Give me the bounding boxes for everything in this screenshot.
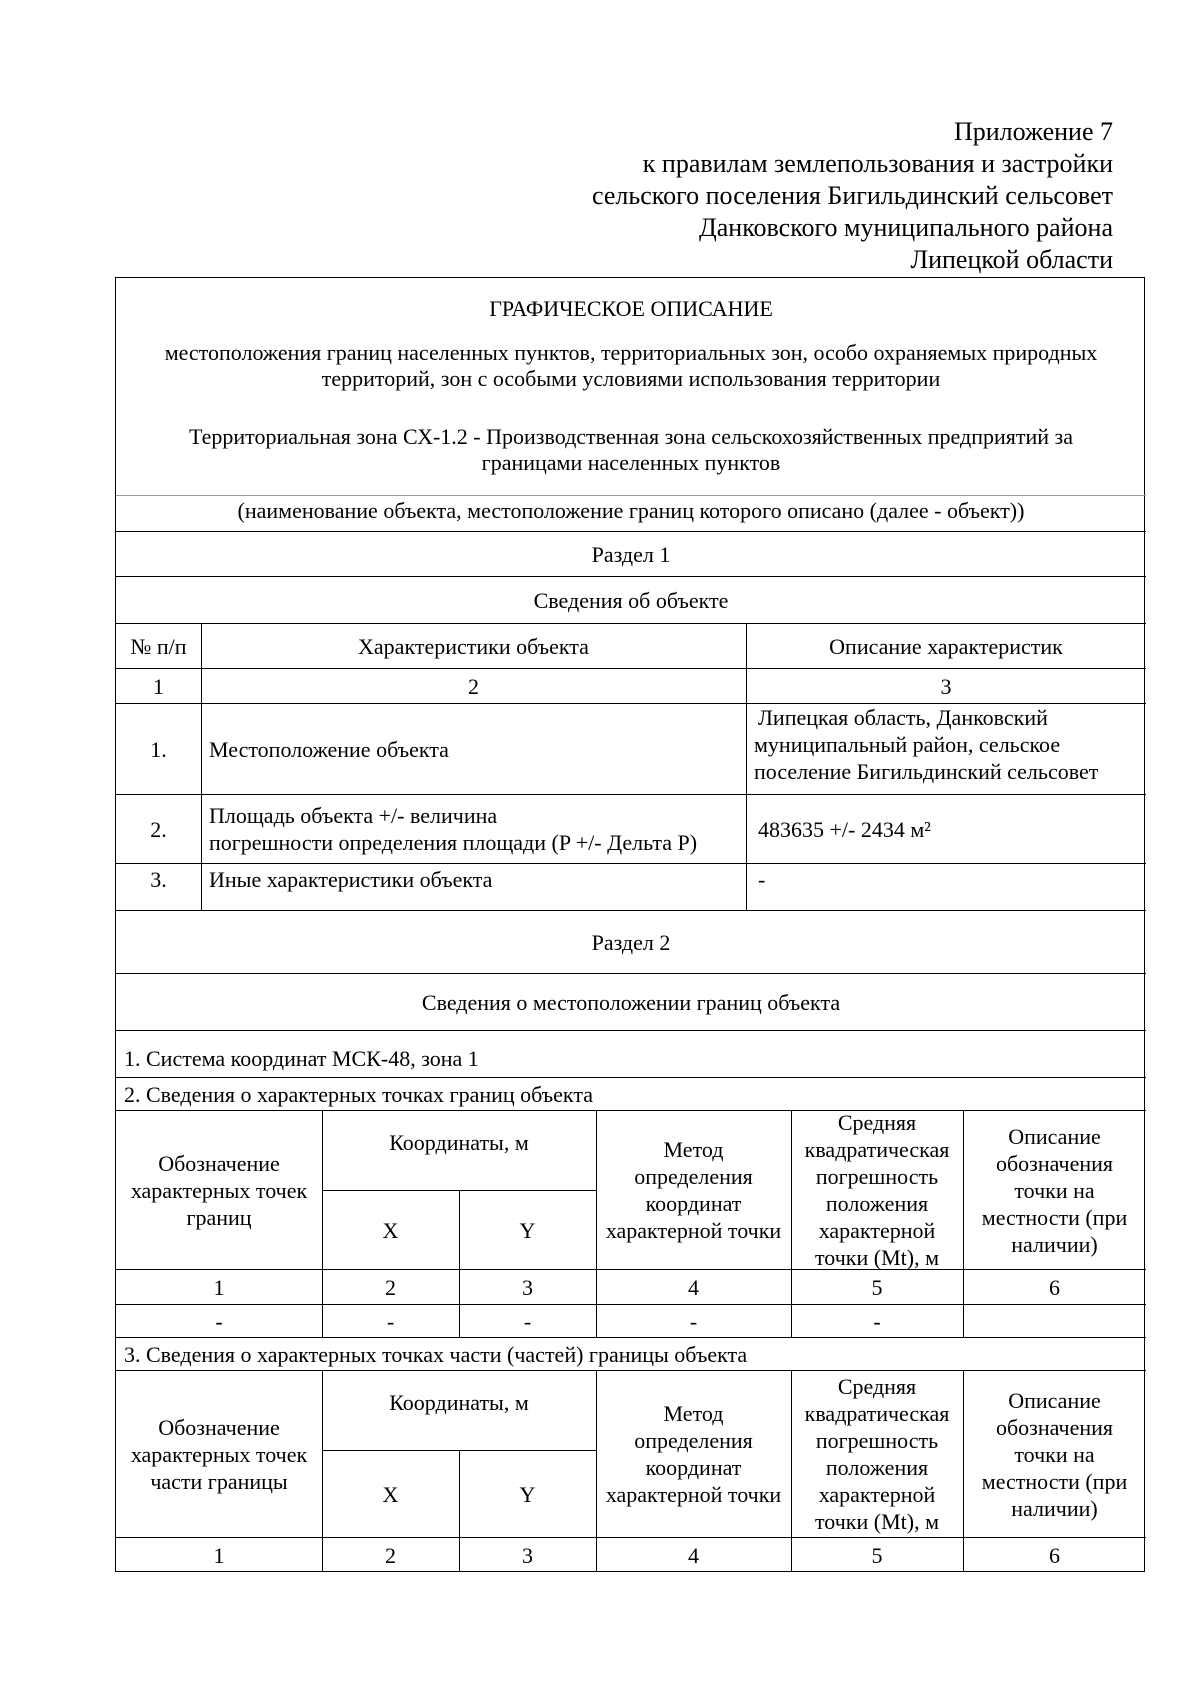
header-line: Описание — [1008, 1387, 1101, 1413]
object-name-note: (наименование объекта, местоположение границ которого описано (далее - объект)) — [237, 498, 1025, 523]
header-line: определения — [634, 1428, 753, 1453]
header-line: характерной — [818, 1218, 936, 1243]
data-cell: - — [386, 1308, 395, 1334]
data-cell: - — [689, 1308, 698, 1334]
data-cell: - — [523, 1308, 532, 1334]
subtitle-line-1: местоположения границ населенных пунктов, территориальных зон, особо охраняемых природных — [164, 340, 1098, 365]
header-line: обозначения — [995, 1150, 1114, 1176]
col-number: 2 — [468, 673, 479, 699]
header-line: погрешность — [815, 1164, 939, 1189]
area-label-line-1: Площадь объекта +/- величина — [209, 803, 498, 828]
point-designation-header — [116, 1111, 322, 1269]
header-line: погрешность — [815, 1428, 939, 1453]
header-line: определения — [634, 1164, 753, 1189]
zone-name-line-1: Территориальная зона СХ-1.2 - Производственная зона сельскохозяйственных предприятий за — [189, 424, 1073, 449]
col-number: 3 — [940, 673, 952, 699]
location-line-3: поселение Бигильдинский сельсовет — [754, 759, 1099, 784]
col-number: 2 — [385, 1542, 396, 1568]
row-number: 2. — [150, 816, 167, 842]
col-number: 3 — [522, 1274, 533, 1300]
header-line: квадратическая — [804, 1137, 950, 1162]
location-line-1: Липецкая область, Данковский — [758, 705, 1048, 730]
header-line: точки (Mt), м — [814, 1509, 940, 1534]
col-number: 2 — [385, 1274, 396, 1300]
coordinate-system: 1. Система координат МСК-48, зона 1 — [124, 1045, 479, 1071]
header-line: местности (при — [981, 1468, 1128, 1494]
header-line: Обозначение — [158, 1150, 280, 1176]
point-description-header — [963, 1371, 1146, 1537]
section-2-subheading: Сведения о местоположении границ объекта — [421, 989, 841, 1015]
y-header: Y — [519, 1481, 536, 1507]
header-line-2: к правилам землепользования и застройки — [642, 149, 1113, 178]
header-line: наличии) — [1011, 1495, 1098, 1521]
description-table — [115, 277, 1145, 1572]
other-characteristics-value: - — [758, 867, 766, 892]
col-number: 6 — [1049, 1542, 1060, 1568]
appendix-number: Приложение 7 — [953, 117, 1113, 146]
col-header-characteristics: Характеристики объекта — [358, 633, 589, 659]
col-number: 1 — [153, 673, 164, 699]
header-line: точки на — [1014, 1177, 1095, 1203]
parts-title: 3. Сведения о характерных точках части (частей) границы объекта — [124, 1341, 748, 1367]
header-line: характерной точки — [605, 1482, 782, 1507]
header-line: наличии) — [1011, 1231, 1098, 1257]
header-line: координат — [645, 1191, 742, 1216]
header-line: обозначения — [995, 1414, 1114, 1440]
col-number: 5 — [871, 1542, 883, 1568]
header-line: Средняя — [837, 1110, 917, 1135]
x-header: X — [382, 1481, 399, 1507]
method-header — [596, 1371, 791, 1537]
section-1-heading: Раздел 1 — [591, 541, 671, 567]
header-line: точки (Mt), м — [814, 1245, 940, 1270]
header-line: границ — [186, 1204, 252, 1230]
header-line: местности (при — [981, 1204, 1128, 1230]
header-line: положения — [825, 1455, 929, 1480]
points-title: 2. Сведения о характерных точках границ объекта — [124, 1081, 593, 1107]
col-number: 4 — [688, 1274, 699, 1300]
y-header: Y — [519, 1217, 536, 1243]
error-header — [791, 1111, 963, 1269]
header-line: Обозначение — [158, 1414, 280, 1440]
header-line: Описание — [1008, 1123, 1101, 1149]
header-line: Метод — [663, 1401, 724, 1426]
data-cell: - — [215, 1308, 223, 1334]
data-cell: - — [873, 1308, 881, 1334]
other-characteristics-label: Иные характеристики объекта — [209, 867, 493, 892]
area-value: 483635 +/- 2434 м² — [758, 816, 931, 842]
zone-name-line-2: границами населенных пунктов — [481, 450, 781, 475]
col-number: 1 — [213, 1274, 225, 1300]
col-number: 1 — [213, 1542, 225, 1568]
col-number: 3 — [522, 1542, 533, 1568]
header-line: характерной — [818, 1482, 936, 1507]
header-line: характерных точек — [130, 1177, 308, 1203]
header-line: характерной точки — [605, 1218, 782, 1243]
location-line-2: муниципальный район, сельское — [754, 732, 1061, 757]
section-1-subheading: Сведения об объекте — [533, 587, 729, 613]
header-line: характерных точек — [130, 1441, 308, 1467]
header-line: квадратическая — [804, 1401, 950, 1426]
coordinates-header: Координаты, м — [389, 1390, 529, 1415]
header-line: положения — [825, 1191, 929, 1216]
object-location-value — [746, 704, 1146, 794]
header-line-3: сельского поселения Бигильдинский сельсовет — [592, 181, 1113, 210]
object-location-label: Местоположение объекта — [209, 736, 449, 762]
part-point-designation-header — [116, 1371, 322, 1537]
section-2-heading: Раздел 2 — [591, 929, 671, 955]
area-label — [201, 795, 746, 863]
area-label-line-2: погрешности определения площади (P +/- Дельта P) — [209, 830, 698, 855]
x-header: X — [382, 1217, 399, 1243]
row-number: 3. — [150, 867, 167, 892]
method-header — [596, 1111, 791, 1269]
document-header — [592, 116, 1113, 276]
point-description-header — [963, 1111, 1146, 1269]
divider — [963, 1304, 964, 1337]
col-header-number: № п/п — [130, 633, 187, 659]
row-number: 1. — [150, 736, 167, 762]
document-title: ГРАФИЧЕСКОЕ ОПИСАНИЕ — [489, 296, 773, 321]
col-header-description: Описание характеристик — [829, 633, 1063, 659]
coordinates-header: Координаты, м — [389, 1130, 529, 1155]
header-line: части границы — [150, 1468, 288, 1494]
header-line-4: Данковского муниципального района — [699, 213, 1113, 242]
col-number: 6 — [1049, 1274, 1060, 1300]
error-header — [791, 1371, 963, 1537]
header-line: координат — [645, 1455, 742, 1480]
divider — [116, 495, 1146, 496]
header-line: точки на — [1014, 1441, 1095, 1467]
header-line-5: Липецкой области — [910, 245, 1113, 274]
subtitle-line-2: территорий, зон с особыми условиями использования территории — [321, 366, 941, 391]
col-number: 4 — [688, 1542, 699, 1568]
col-number: 5 — [871, 1274, 883, 1300]
header-line: Средняя — [837, 1374, 917, 1399]
header-line: Метод — [663, 1137, 724, 1162]
